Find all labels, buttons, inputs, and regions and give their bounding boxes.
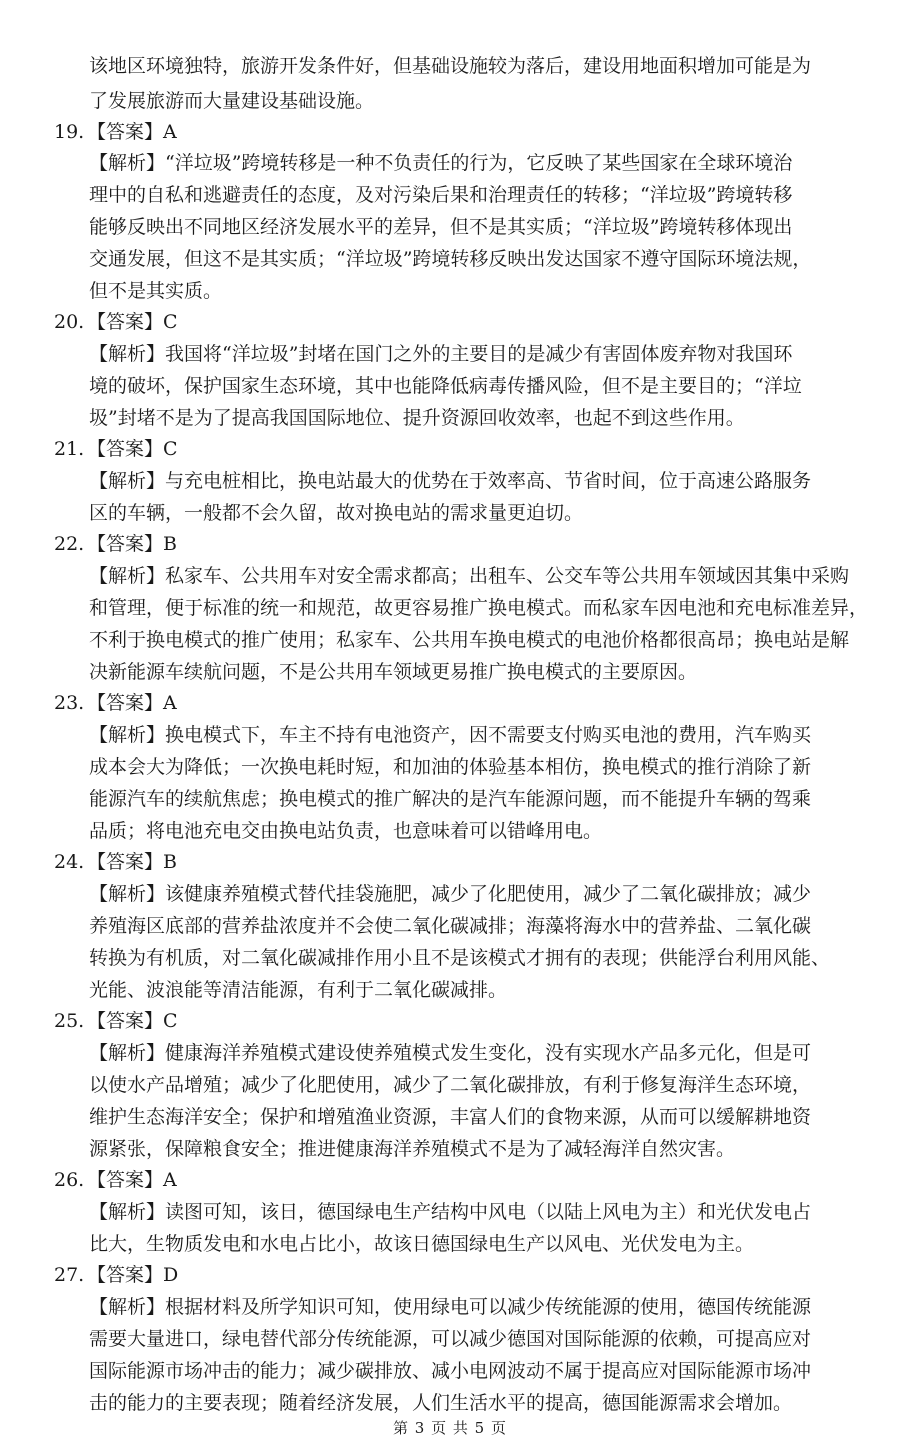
analysis-line: 国际能源市场冲击的能力；减少碳排放、减小电网波动不属于提高应对国际能源市场冲 [89, 1360, 812, 1382]
analysis-line: 击的能力的主要表现；随着经济发展，人们生活水平的提高，德国能源需求会增加。 [89, 1392, 793, 1414]
answer-text: 【答案】D [87, 1264, 179, 1286]
answer-text: 【答案】C [87, 1010, 178, 1032]
answer-line [54, 1006, 900, 1036]
analysis-line: 和管理，便于标准的统一和规范，故更容易推广换电模式。而私家车因电池和充电标准差异， [89, 597, 869, 619]
answer-line [54, 847, 900, 877]
question-number: 21. [54, 438, 85, 460]
analysis-line: 理中的自私和逃避责任的态度，及对污染后果和治理责任的转移；“洋垃圾”跨境转移 [89, 184, 793, 206]
question-number: 25. [54, 1010, 85, 1032]
analysis-line: 境的破坏，保护国家生态环境，其中也能降低病毒传播风险，但不是主要目的；“洋垃 [89, 375, 802, 397]
analysis-line: 【解析】“洋垃圾”跨境转移是一种不负责任的行为，它反映了某些国家在全球环境治 [89, 152, 793, 174]
analysis-line: 【解析】读图可知，该日，德国绿电生产结构中风电（以陆上风电为主）和光伏发电占 [89, 1201, 812, 1223]
answer-line [54, 117, 900, 147]
analysis-line: 交通发展，但这不是其实质；“洋垃圾”跨境转移反映出发达国家不遵守国际环境法规， [89, 248, 812, 270]
question-number: 20. [54, 311, 85, 333]
analysis-line: 不利于换电模式的推广使用；私家车、公共用车换电模式的电池价格都很高昂；换电站是解 [89, 629, 850, 651]
answer-text: 【答案】B [87, 851, 177, 873]
analysis-line: 成本会大为降低；一次换电耗时短，和加油的体验基本相仿，换电模式的推行消除了新 [89, 756, 812, 778]
question-number: 22. [54, 533, 85, 555]
analysis-line: 光能、波浪能等清洁能源，有利于二氧化碳减排。 [89, 979, 508, 1001]
analysis-line: 转换为有机质，对二氧化碳减排作用小且不是该模式才拥有的表现；供能浮台利用风能、 [89, 947, 831, 969]
intro-line: 该地区环境独特，旅游开发条件好，但基础设施较为落后，建设用地面积增加可能是为 [89, 55, 812, 77]
answer-text: 【答案】C [87, 311, 178, 333]
analysis-line: 【解析】与充电桩相比，换电站最大的优势在于效率高、节省时间，位于高速公路服务 [89, 470, 812, 492]
analysis-line: 【解析】我国将“洋垃圾”封堵在国门之外的主要目的是减少有害固体废弃物对我国环 [89, 343, 793, 365]
question-number: 19. [54, 121, 85, 143]
analysis-line: 能够反映出不同地区经济发展水平的差异，但不是其实质；“洋垃圾”跨境转移体现出 [89, 216, 793, 238]
analysis-line: 以使水产品增殖；减少了化肥使用，减少了二氧化碳排放，有利于修复海洋生态环境， [89, 1074, 812, 1096]
analysis-line: 比大，生物质发电和水电占比小，故该日德国绿电生产以风电、光伏发电为主。 [89, 1233, 755, 1255]
answer-line [54, 529, 900, 559]
question-number: 24. [54, 851, 85, 873]
analysis-line: 能源汽车的续航焦虑；换电模式的推广解决的是汽车能源问题，而不能提升车辆的驾乘 [89, 788, 812, 810]
analysis-line: 【解析】该健康养殖模式替代挂袋施肥，减少了化肥使用，减少了二氧化碳排放；减少 [89, 883, 812, 905]
analysis-line: 需要大量进口，绿电替代部分传统能源，可以减少德国对国际能源的依赖，可提高应对 [89, 1328, 812, 1350]
analysis-line: 区的车辆，一般都不会久留，故对换电站的需求量更迫切。 [89, 502, 584, 524]
answer-text: 【答案】A [87, 1169, 177, 1191]
analysis-line: 品质；将电池充电交由换电站负责，也意味着可以错峰用电。 [89, 820, 603, 842]
answer-line [54, 1165, 900, 1195]
answer-text: 【答案】A [87, 692, 177, 714]
analysis-line: 圾”封堵不是为了提高我国国际地位、提升资源回收效率，也起不到这些作用。 [89, 407, 745, 429]
answer-text: 【答案】B [87, 533, 177, 555]
page-footer: 第 3 页 共 5 页 [393, 1419, 507, 1437]
analysis-line: 【解析】私家车、公共用车对安全需求都高；出租车、公交车等公共用车领域因其集中采购 [89, 565, 850, 587]
answer-line [54, 434, 900, 464]
analysis-line: 【解析】换电模式下，车主不持有电池资产，因不需要支付购买电池的费用，汽车购买 [89, 724, 812, 746]
analysis-line: 养殖海区底部的营养盐浓度并不会使二氧化碳减排；海藻将海水中的营养盐、二氧化碳 [89, 915, 812, 937]
question-number: 27. [54, 1264, 85, 1286]
analysis-line: 源紧张，保障粮食安全；推进健康海洋养殖模式不是为了减轻海洋自然灾害。 [89, 1138, 736, 1160]
answer-line [54, 1260, 900, 1290]
analysis-line: 【解析】健康海洋养殖模式建设使养殖模式发生变化，没有实现水产品多元化，但是可 [89, 1042, 812, 1064]
analysis-line: 【解析】根据材料及所学知识可知，使用绿电可以减少传统能源的使用，德国传统能源 [89, 1296, 812, 1318]
analysis-line: 维护生态海洋安全；保护和增殖渔业资源，丰富人们的食物来源，从而可以缓解耕地资 [89, 1106, 812, 1128]
question-number: 23. [54, 692, 85, 714]
answer-line [54, 307, 900, 337]
question-number: 26. [54, 1169, 85, 1191]
answer-line [54, 688, 900, 718]
analysis-line: 但不是其实质。 [89, 280, 223, 302]
answer-text: 【答案】A [87, 121, 177, 143]
analysis-line: 决新能源车续航问题，不是公共用车领域更易推广换电模式的主要原因。 [89, 661, 698, 683]
intro-line: 了发展旅游而大量建设基础设施。 [89, 90, 375, 112]
answer-text: 【答案】C [87, 438, 178, 460]
